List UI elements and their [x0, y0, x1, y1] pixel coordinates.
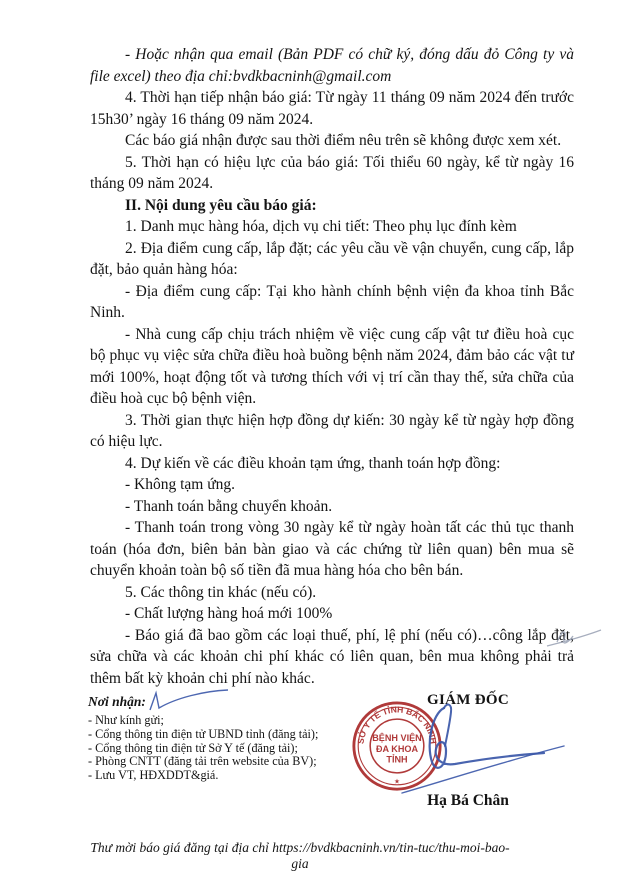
paragraph: - Không tạm ứng.: [125, 476, 235, 493]
stamp-ring-text: SỞ Y TẾ TỈNH BẮC NINH: [355, 704, 439, 745]
recipients-list: [88, 714, 348, 783]
recipient-item: - Lưu VT, HĐXDDT&giá.: [88, 768, 219, 783]
paragraph: - Chất lượng hàng hoá mới 100%: [125, 605, 333, 622]
paragraph: 2. Địa điểm cung cấp, lắp đặt; các yêu cầu về vận chuyển, cung cấp, lắp đặt, bảo quản hàng hóa:: [90, 239, 574, 278]
paragraph: 5. Các thông tin khác (nếu có).: [125, 583, 317, 601]
pen-scribble-mark: [543, 618, 605, 650]
paragraph: 3. Thời gian thực hiện hợp đồng dự kiến: 30 ngày kể từ ngày hợp đồng có hiệu lực.: [90, 411, 574, 450]
paragraph: - Hoặc nhận qua email (Bản PDF có chữ ký, đóng dấu đỏ Công ty và file excel) theo địa chỉ:bvdkbacninh@gmail.com: [90, 46, 574, 85]
bottom-note: Thư mời báo giá đăng tại địa chỉ https://bvdkbacninh.vn/tin-tuc/thu-moi-bao-gia: [90, 840, 510, 871]
paragraph: 4. Dự kiến về các điều khoản tạm ứng, thanh toán hợp đồng:: [125, 454, 501, 472]
paragraph: 1. Danh mục hàng hóa, dịch vụ chi tiết: Theo phụ lục đính kèm: [125, 218, 517, 235]
recipient-item: - Như kính gửi;: [88, 713, 164, 727]
paragraph: 5. Thời hạn có hiệu lực của báo giá: Tối thiểu 60 ngày, kể từ ngày 16 tháng 09 năm 2024.: [90, 153, 574, 192]
paragraph: - Thanh toán bằng chuyển khoản.: [125, 497, 333, 515]
stamp-center-line-2: ĐA KHOA: [375, 743, 419, 754]
stamp-center-line-3: TỈNH: [386, 754, 408, 765]
recipient-item: - Cổng thông tin điện tử UBND tỉnh (đăng tải);: [88, 726, 319, 741]
pen-tick-mark: [146, 686, 231, 714]
paragraph: - Địa điểm cung cấp: Tại kho hành chính bệnh viện đa khoa tỉnh Bắc Ninh.: [90, 282, 574, 321]
paragraph: Các báo giá nhận được sau thời điểm nêu trên sẽ không được xem xét.: [125, 132, 562, 149]
recipient-item: - Cổng thông tin điện tử Sở Y tế (đăng tải);: [88, 740, 298, 755]
paragraph: 4. Thời hạn tiếp nhận báo giá: Từ ngày 11 tháng 09 năm 2024 đến trước 15h30’ ngày 16 tháng 09 năm 2024.: [90, 89, 574, 128]
signer-name: Hạ Bá Chân: [427, 792, 509, 809]
document-body: [90, 44, 574, 689]
recipients-label: Nơi nhận:: [88, 694, 146, 709]
paragraph: - Báo giá đã bao gồm các loại thuế, phí, lệ phí (nếu có)…công lắp đặt, sửa chữa và các khoản chi phí khác có liên quan, bên mua không phải trả thêm bất kỳ khoản chi phí nào khác.: [90, 626, 574, 687]
director-title: GIÁM ĐỐC: [427, 692, 509, 708]
stamp-bottom-star: ★: [394, 778, 400, 786]
director-signature: [392, 696, 572, 806]
stamp-center-line-1: BỆNH VIỆN: [372, 733, 422, 744]
paragraph: - Thanh toán trong vòng 30 ngày kể từ ngày hoàn tất các thủ tục thanh toán (hóa đơn, biên bản bàn giao và các chứng từ liên quan) bên mua sẽ chuyển khoản toàn bộ số tiền đã mua hàng hóa cho bên bán.: [90, 519, 574, 579]
paragraph: II. Nội dung yêu cầu báo giá:: [125, 196, 317, 214]
recipient-item: - Phòng CNTT (đăng tải trên website của BV);: [88, 754, 317, 769]
paragraph: - Nhà cung cấp chịu trách nhiệm về việc cung cấp vật tư điều hoà cục bộ phục vụ việc sửa chữa điều hoà buồng bệnh năm 2024, đảm bảo các vật tư mới 100%, hoạt động tốt và tương thích với vị trí cần thay thế, sửa chữa của điều hoà cục bộ bệnh viện.: [90, 325, 574, 407]
